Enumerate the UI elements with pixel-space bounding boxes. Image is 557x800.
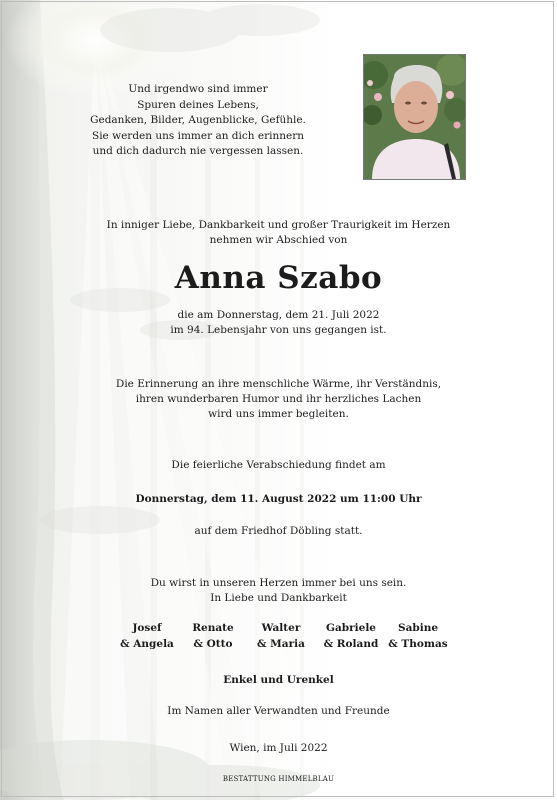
ceremony-date: Donnerstag, dem 11. August 2022 um 11:00 Uhr bbox=[135, 493, 422, 505]
grandchildren: Enkel und Urenkel bbox=[223, 674, 334, 686]
ceremony-place: auf dem Friedhof Döbling statt. bbox=[194, 525, 363, 537]
portrait-image bbox=[364, 55, 465, 179]
poem bbox=[78, 82, 318, 160]
deceased-name: Anna Szabo bbox=[174, 260, 383, 296]
family-member: Renate & Otto bbox=[192, 622, 234, 650]
death-line: im 94. Lebensjahr von uns gegangen ist. bbox=[170, 324, 387, 336]
farewell-line: In Liebe und Dankbarkeit bbox=[210, 592, 347, 604]
ceremony-intro: Die feierliche Verabschiedung findet am bbox=[171, 459, 386, 471]
family-member: Walter & Maria bbox=[257, 622, 305, 650]
poem-line: Und irgendwo sind immer bbox=[128, 83, 268, 95]
funeral-company: BESTATTUNG HIMMELBLAU bbox=[222, 775, 335, 783]
farewell-line: Du wirst in unseren Herzen immer bei uns sein. bbox=[150, 577, 407, 589]
intro-line: In inniger Liebe, Dankbarkeit und großer Traurigkeit im Herzen bbox=[106, 219, 451, 231]
memory-line: ihren wunderbaren Humor und ihr herzliches Lachen bbox=[135, 393, 422, 405]
portrait-photo bbox=[363, 54, 466, 180]
intro-line: nehmen wir Abschied von bbox=[209, 234, 348, 246]
memory-line: wird uns immer begleiten. bbox=[208, 408, 349, 420]
family-member: Sabine & Thomas bbox=[388, 622, 448, 650]
poem-line: und dich dadurch nie vergessen lassen. bbox=[92, 145, 304, 157]
poem-line: Sie werden uns immer an dich erinnern bbox=[92, 129, 304, 142]
memory-line: Die Erinnerung an ihre menschliche Wärme, ihr Verständnis, bbox=[115, 378, 442, 390]
place-date: Wien, im Juli 2022 bbox=[229, 742, 328, 754]
family-member: Josef & Angela bbox=[120, 622, 174, 650]
family-member: Gabriele & Roland bbox=[323, 622, 379, 650]
relatives-line: Im Namen aller Verwandten und Freunde bbox=[167, 705, 390, 717]
death-line: die am Donnerstag, dem 21. Juli 2022 bbox=[177, 309, 380, 321]
poem-line: Gedanken, Bilder, Augenblicke, Gefühle. bbox=[90, 114, 306, 126]
poem-line: Spuren deines Lebens, bbox=[137, 98, 259, 111]
